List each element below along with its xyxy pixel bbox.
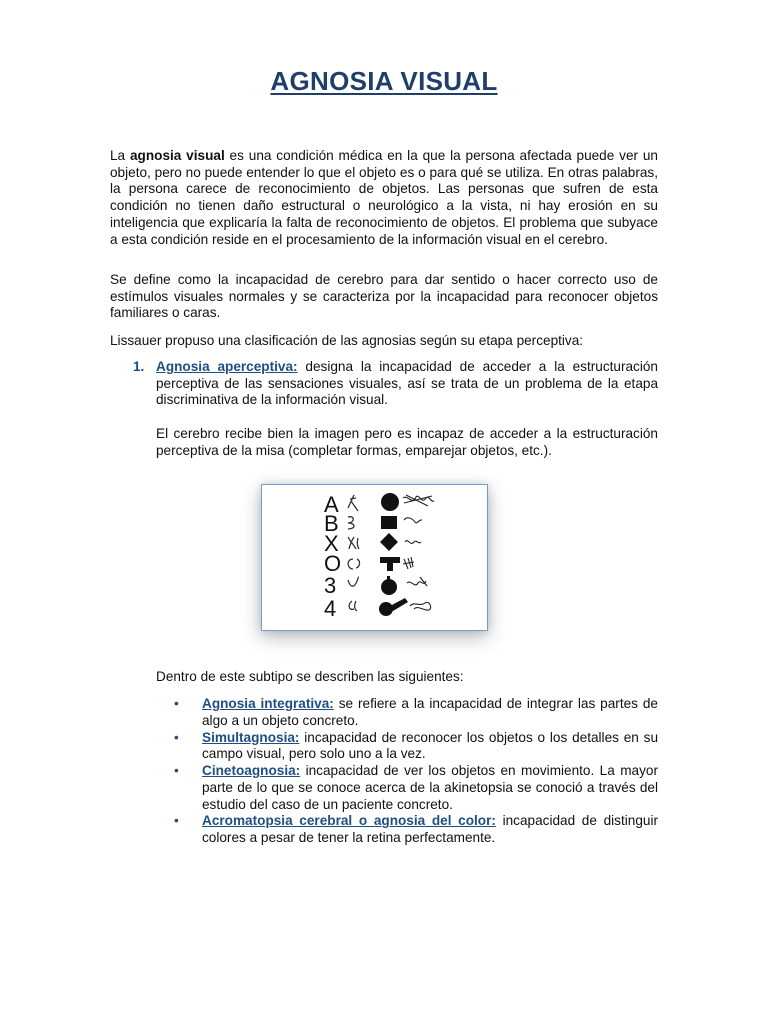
list-item-description: se refiere a la incapacidad de integrar las partes de algo a un objeto concreto.	[202, 696, 658, 728]
intro-term: agnosia visual	[129, 148, 225, 163]
sketch-copies	[348, 495, 360, 611]
list-item-text	[202, 730, 658, 763]
subtype-intro: Dentro de este subtipo se describen las siguientes:	[156, 669, 464, 684]
list-item-description: incapacidad de distinguir colores a pesar de tener la retina perfectamente.	[202, 813, 658, 846]
list-item	[156, 730, 658, 763]
intro-paragraph	[110, 148, 658, 248]
list-number: 1.	[133, 359, 145, 374]
agnosia-aperceptiva-link[interactable]: Agnosia aperceptiva:	[156, 359, 298, 374]
detail-paragraph: El cerebro recibe bien la imagen pero es incapaz de acceder a la estructuración perceptiva de la misa (completar formas, emparejar objetos, etc.).	[156, 426, 658, 458]
list-item-description: incapacidad de reconocer los objetos o los detalles en su campo visual, pero solo uno a la vez.	[202, 729, 658, 762]
figure-letter: B	[324, 511, 339, 536]
intro-prefix: La	[110, 148, 130, 163]
subtype-list	[156, 696, 658, 847]
intro-text: es una condición médica en la que la persona afectada puede ver un objeto, pero no puede entender lo que el objeto es o para qué se utiliza. En otras palabras, la persona carece de reconocimiento de objetos. Las personas que sufren de esta condición no tienen daño estructural o neurológico a la vista, ni hay erosión en su inteligencia que explicaría la falta de reconocimiento de objetos. El problema que subyace a esta condición reside en el procesamiento de la información visual en el cerebro.	[110, 148, 658, 247]
figure-letter: O	[324, 551, 342, 576]
fragment-scribbles	[403, 495, 434, 610]
list-item-text	[156, 359, 658, 409]
figure-letter: 3	[324, 573, 337, 598]
figure-letter: A	[324, 492, 339, 517]
list-item	[156, 696, 658, 729]
figure-letter: 4	[324, 596, 337, 621]
acromatopsia-link[interactable]: Acromatopsia cerebral o agnosia del color:	[202, 813, 496, 829]
bullet-icon: •	[174, 813, 179, 829]
figure-illustration	[262, 485, 487, 630]
simultagnosia-link[interactable]: Simultagnosia:	[202, 729, 300, 745]
list-item-text	[202, 813, 658, 846]
definition-paragraph: Se define como la incapacidad de cerebro para dar sentido o hacer correcto uso de estímulos visuales normales y se caracteriza por la incapacidad para reconocer objetos familiares o caras.	[110, 272, 658, 321]
list-item-text	[202, 763, 658, 813]
figure-letter: X	[324, 531, 339, 556]
list-item	[156, 763, 658, 813]
list-item	[156, 813, 658, 846]
bullet-icon: •	[174, 763, 179, 779]
classification-intro: Lissauer propuso una clasificación de las agnosias según su etapa perceptiva:	[110, 333, 584, 348]
bullet-icon: •	[174, 729, 179, 745]
shape-silhouettes	[379, 493, 408, 616]
page-title: AGNOSIA VISUAL	[270, 66, 498, 96]
agnosia-figure	[261, 484, 488, 631]
cinetoagnosia-link[interactable]: Cinetoagnosia:	[202, 763, 301, 779]
list-item-text	[202, 696, 658, 729]
agnosia-integrativa-link[interactable]: Agnosia integrativa:	[202, 696, 334, 711]
bullet-icon: •	[174, 696, 179, 711]
list-item-description: incapacidad de ver los objetos en movimiento. La mayor parte de lo que se conoce acerca de la akinetopsia se conoció a través del estudio del caso de un paciente concreto.	[202, 763, 658, 812]
list-item-description: designa la incapacidad de acceder a la estructuración perceptiva de las sensaciones visuales, así se trata de un problema de la etapa discriminativa de la información visual.	[156, 359, 658, 408]
